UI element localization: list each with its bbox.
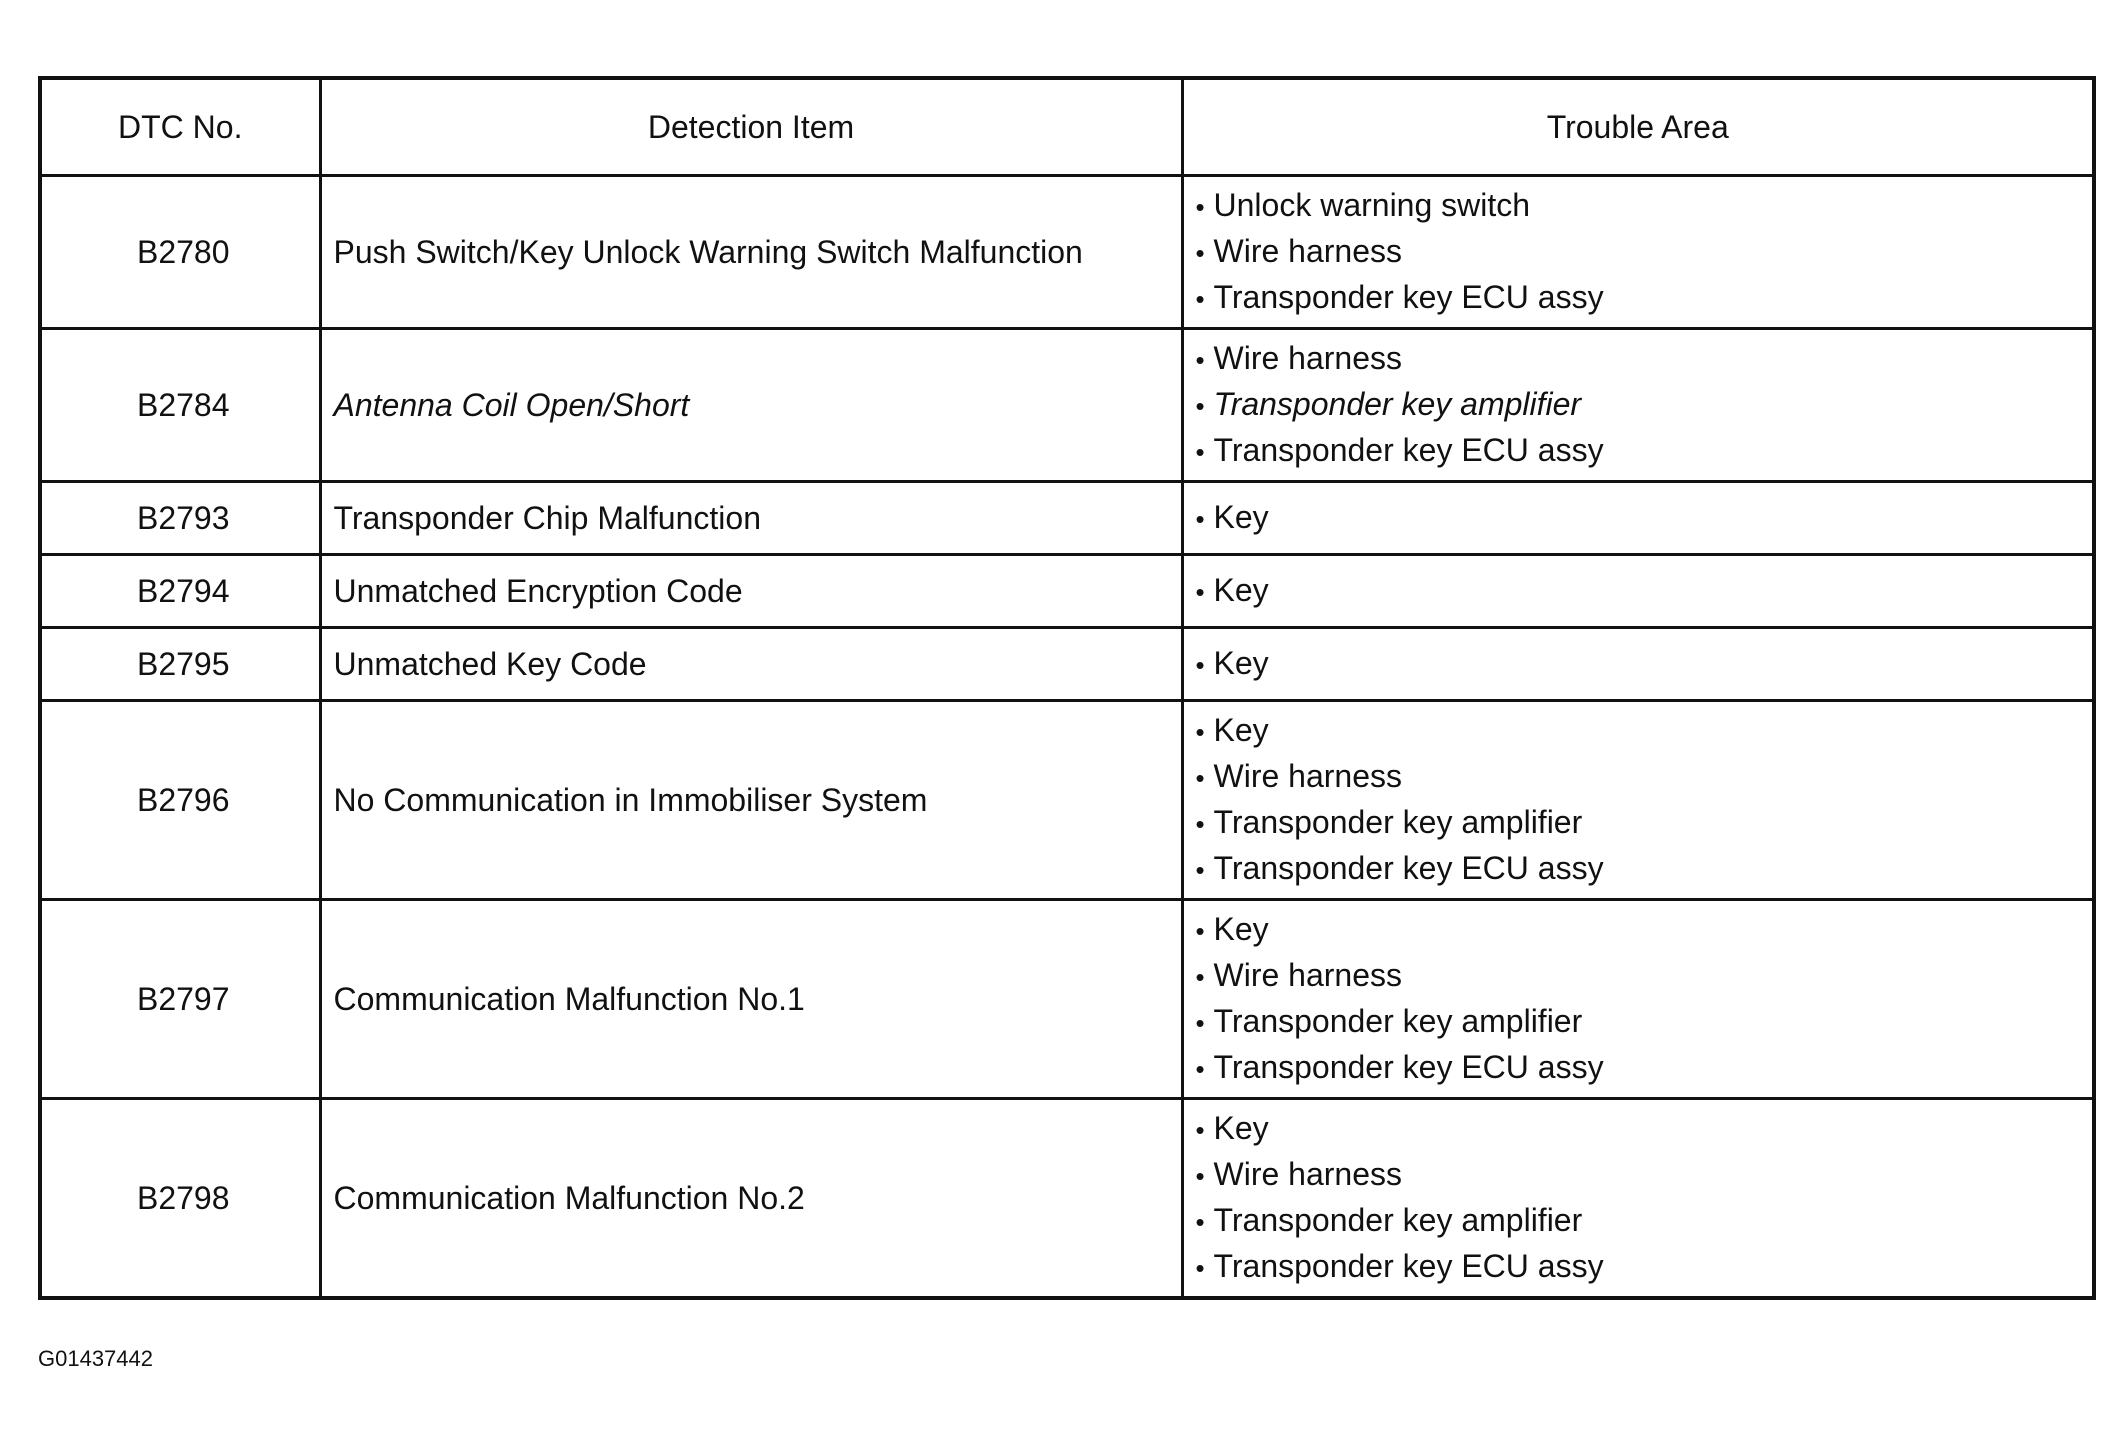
bullet-icon: •	[1195, 1161, 1205, 1191]
list-item	[1196, 382, 2093, 428]
table-body	[40, 176, 2094, 1299]
trouble-area-text: Transponder key amplifier	[1213, 1202, 1583, 1238]
bullet-icon: •	[1195, 916, 1205, 946]
trouble-area-text: Transponder key ECU assy	[1213, 1049, 1604, 1085]
trouble-area	[1182, 482, 2094, 555]
trouble-area-list	[1196, 708, 2093, 892]
bullet-icon: •	[1195, 1253, 1205, 1283]
detection-item: Communication Malfunction No.1	[320, 900, 1182, 1099]
table-row	[40, 482, 2094, 555]
detection-item: Unmatched Encryption Code	[320, 555, 1182, 628]
header-dtc-no: DTC No.	[40, 78, 320, 176]
detection-item: No Communication in Immobiliser System	[320, 701, 1182, 900]
list-item	[1196, 275, 2093, 321]
trouble-area	[1182, 1099, 2094, 1299]
trouble-area-text: Unlock warning switch	[1213, 187, 1531, 223]
trouble-area-text: Transponder key ECU assy	[1213, 279, 1604, 315]
list-item	[1196, 1244, 2093, 1290]
bullet-icon: •	[1195, 391, 1205, 421]
bullet-icon: •	[1195, 284, 1205, 314]
bullet-icon: •	[1195, 238, 1205, 268]
trouble-area-list	[1196, 568, 2093, 614]
trouble-area-list	[1196, 495, 2093, 541]
table-row	[40, 701, 2094, 900]
trouble-area-text: Key	[1213, 572, 1269, 608]
bullet-icon: •	[1195, 1008, 1205, 1038]
dtc-table	[38, 76, 2096, 1300]
trouble-area-text: Transponder key amplifier	[1213, 1003, 1583, 1039]
trouble-area-list	[1196, 641, 2093, 687]
trouble-area-text: Key	[1213, 911, 1269, 947]
list-item	[1196, 708, 2093, 754]
list-item	[1196, 754, 2093, 800]
dtc-code: B2784	[40, 329, 320, 482]
bullet-icon: •	[1195, 1115, 1205, 1145]
detection-item: Unmatched Key Code	[320, 628, 1182, 701]
trouble-area-text: Transponder key ECU assy	[1213, 432, 1604, 468]
trouble-area	[1182, 900, 2094, 1099]
list-item	[1196, 1152, 2093, 1198]
trouble-area-text: Wire harness	[1213, 758, 1402, 794]
trouble-area-text: Transponder key amplifier	[1213, 804, 1583, 840]
bullet-icon: •	[1195, 962, 1205, 992]
trouble-area-text: Wire harness	[1213, 340, 1402, 376]
list-item	[1196, 336, 2093, 382]
detection-item: Communication Malfunction No.2	[320, 1099, 1182, 1299]
list-item	[1196, 907, 2093, 953]
table-row	[40, 900, 2094, 1099]
bullet-icon: •	[1195, 504, 1205, 534]
bullet-icon: •	[1195, 809, 1205, 839]
trouble-area	[1182, 176, 2094, 329]
table-row	[40, 555, 2094, 628]
bullet-icon: •	[1195, 577, 1205, 607]
dtc-code: B2798	[40, 1099, 320, 1299]
dtc-code: B2797	[40, 900, 320, 1099]
bullet-icon: •	[1195, 1054, 1205, 1084]
trouble-area-text: Key	[1213, 1110, 1269, 1146]
dtc-code: B2795	[40, 628, 320, 701]
trouble-area-text: Key	[1213, 645, 1269, 681]
table-row	[40, 329, 2094, 482]
trouble-area	[1182, 701, 2094, 900]
detection-item: Antenna Coil Open/Short	[320, 329, 1182, 482]
trouble-area	[1182, 628, 2094, 701]
trouble-area-text: Wire harness	[1213, 957, 1402, 993]
detection-item: Push Switch/Key Unlock Warning Switch Malfunction	[320, 176, 1182, 329]
trouble-area-text: Wire harness	[1213, 1156, 1402, 1192]
dtc-code: B2794	[40, 555, 320, 628]
list-item	[1196, 183, 2093, 229]
trouble-area-text: Wire harness	[1213, 233, 1402, 269]
list-item	[1196, 800, 2093, 846]
bullet-icon: •	[1195, 855, 1205, 885]
dtc-code: B2780	[40, 176, 320, 329]
trouble-area-text: Transponder key amplifier	[1213, 386, 1582, 422]
table-row	[40, 1099, 2094, 1299]
header-trouble-area: Trouble Area	[1182, 78, 2094, 176]
table-row	[40, 176, 2094, 329]
bullet-icon: •	[1195, 650, 1205, 680]
list-item	[1196, 495, 2093, 541]
list-item	[1196, 428, 2093, 474]
list-item	[1196, 229, 2093, 275]
list-item	[1196, 1045, 2093, 1091]
trouble-area-text: Key	[1213, 712, 1269, 748]
list-item	[1196, 568, 2093, 614]
dtc-code: B2793	[40, 482, 320, 555]
bullet-icon: •	[1195, 345, 1205, 375]
trouble-area-text: Transponder key ECU assy	[1213, 850, 1604, 886]
list-item	[1196, 1198, 2093, 1244]
trouble-area-list	[1196, 183, 2093, 321]
trouble-area-list	[1196, 336, 2093, 474]
trouble-area	[1182, 555, 2094, 628]
bullet-icon: •	[1195, 437, 1205, 467]
header-detection-item: Detection Item	[320, 78, 1182, 176]
trouble-area	[1182, 329, 2094, 482]
list-item	[1196, 999, 2093, 1045]
bullet-icon: •	[1195, 763, 1205, 793]
list-item	[1196, 1106, 2093, 1152]
trouble-area-text: Transponder key ECU assy	[1213, 1248, 1604, 1284]
detection-item: Transponder Chip Malfunction	[320, 482, 1182, 555]
bullet-icon: •	[1195, 192, 1205, 222]
header-row	[40, 78, 2094, 176]
trouble-area-list	[1196, 907, 2093, 1091]
list-item	[1196, 846, 2093, 892]
dtc-code: B2796	[40, 701, 320, 900]
table-row	[40, 628, 2094, 701]
bullet-icon: •	[1195, 717, 1205, 747]
trouble-area-list	[1196, 1106, 2093, 1290]
list-item	[1196, 641, 2093, 687]
figure-id: G01437442	[38, 1346, 153, 1371]
list-item	[1196, 953, 2093, 999]
bullet-icon: •	[1195, 1207, 1205, 1237]
trouble-area-text: Key	[1213, 499, 1269, 535]
